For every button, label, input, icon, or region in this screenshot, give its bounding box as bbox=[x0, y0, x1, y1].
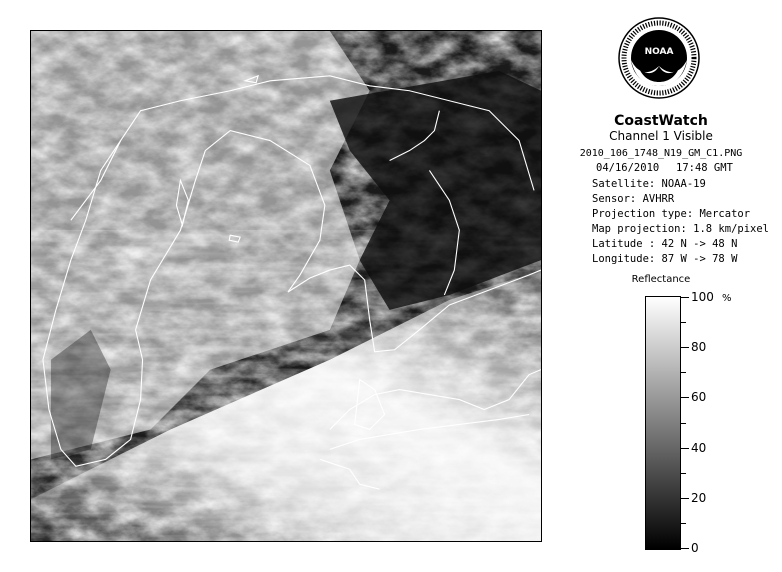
colorbar-title: Reflectance bbox=[631, 274, 691, 285]
colorbar-tick-mark bbox=[681, 523, 686, 524]
colorbar-tick-mark bbox=[681, 372, 686, 373]
colorbar-tick-label: 0 bbox=[691, 541, 699, 555]
noaa-logo-icon bbox=[617, 16, 701, 100]
product-title: CoastWatch bbox=[614, 113, 708, 129]
colorbar-tick-label: 40 bbox=[691, 441, 707, 455]
acquisition-time: 17:48 GMT bbox=[676, 162, 733, 174]
colorbar-tick-label: 60 bbox=[691, 390, 707, 404]
longitude-info: Longitude: 87 W -> 78 W bbox=[592, 253, 738, 265]
colorbar-tick-label: 80 bbox=[691, 340, 707, 354]
map-projection-info: Map projection: 1.8 km/pixel bbox=[592, 223, 770, 235]
colorbar-tick-mark bbox=[681, 322, 686, 323]
file-name: 2010_106_1748_N19_GM_C1.PNG bbox=[579, 148, 743, 159]
colorbar-tick-mark bbox=[681, 397, 689, 398]
colorbar-tick-mark bbox=[681, 297, 689, 298]
colorbar-tick-mark bbox=[681, 498, 689, 499]
reflectance-colorbar bbox=[645, 296, 681, 550]
latitude-info: Latitude : 42 N -> 48 N bbox=[592, 238, 738, 250]
sensor-info: Sensor: AVHRR bbox=[592, 193, 675, 205]
colorbar-tick-mark bbox=[681, 448, 689, 449]
colorbar-tick-label: 20 bbox=[691, 491, 707, 505]
noaa-logo-text: NOAA bbox=[644, 47, 674, 57]
colorbar-tick-mark bbox=[681, 548, 689, 549]
colorbar-tick-mark bbox=[681, 473, 686, 474]
acquisition-date: 04/16/2010 bbox=[596, 162, 660, 174]
satellite-info: Satellite: NOAA-19 bbox=[592, 178, 706, 190]
projection-type-info: Projection type: Mercator bbox=[592, 208, 751, 220]
colorbar-tick-label: 100 bbox=[691, 290, 714, 304]
colorbar-tick-mark bbox=[681, 347, 689, 348]
satellite-image bbox=[30, 30, 542, 542]
channel-label: Channel 1 Visible bbox=[609, 129, 713, 143]
colorbar-tick-mark bbox=[681, 423, 686, 424]
colorbar-unit: % bbox=[722, 293, 732, 304]
